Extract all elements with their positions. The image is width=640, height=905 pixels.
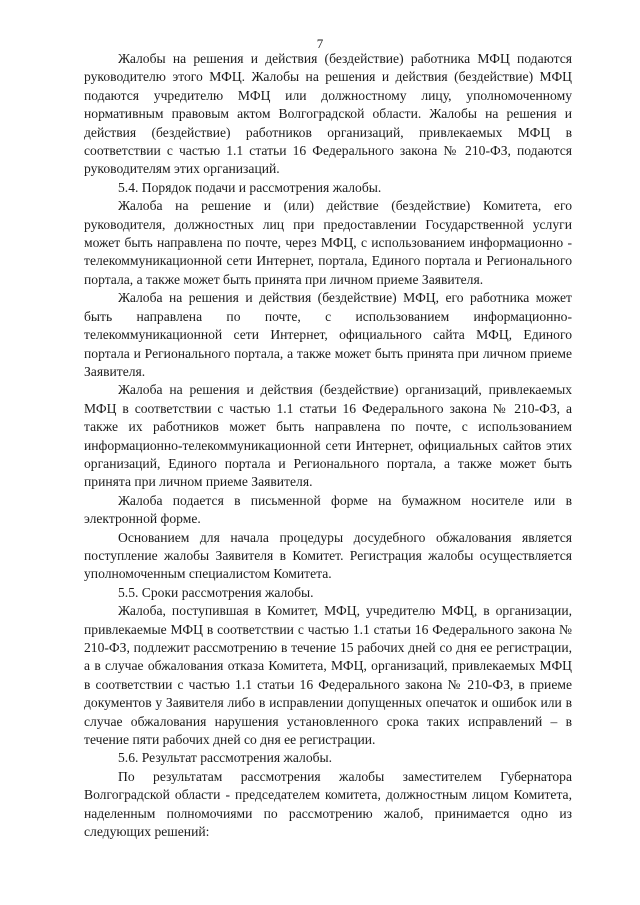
heading-5-4: 5.4. Порядок подачи и рассмотрения жалобы. (118, 179, 382, 195)
page-number: 7 (316, 36, 324, 51)
paragraph-complaint-form: Жалоба подается в письменной форме на бумажном носителе или в электронной форме. (84, 492, 572, 527)
heading-5-5: 5.5. Сроки рассмотрения жалобы. (118, 584, 314, 600)
paragraph-committee-complaint: Жалоба на решение и (или) действие (бездействие) Комитета, его руководителя, должностных лиц при предоставлении Государственной услуги может быть направлена по почте, через МФЦ, с использованием информационно - телекоммуникационной сети Интернет, портала, Единого портала и Регионального портала, а также может быть принята при личном приеме Заявителя. (84, 198, 572, 287)
paragraph-mfc-complaint: Жалоба на решения и действия (бездействие) МФЦ, его работника может быть направлена по почте, с использованием информационно-телекоммуникационной сети Интернет, официального сайта МФЦ, Единого портала и Регионального портала, а также может быть принята при личном приеме Заявителя. (84, 290, 572, 379)
paragraph-review-terms: Жалоба, поступившая в Комитет, МФЦ, учредителю МФЦ, в организации, привлекаемые МФЦ в соответствии с частью 1.1 статьи 16 Федерального закона № 210-ФЗ, подлежит рассмотрению в течение 15 рабочих дней со дня ее регистрации, а в случае обжалования отказа Комитета, МФЦ, организаций, привлекаемых МФЦ в соответствии с частью 1.1 статьи 16 Федерального закона № 210-ФЗ, в приеме документов у Заявителя либо в исправлении допущенных опечаток и ошибок или в случае обжалования нарушения установленного срока таких исправлений – в течение пяти рабочих дней со дня ее регистрации. (84, 603, 572, 748)
paragraph-review-result: По результатам рассмотрения жалобы заместителем Губернатора Волгоградской области - председателем комитета, должностным лицом Комитета, наделенным полномочиями по рассмотрению жалоб, принимается одно из следующих решений: (84, 768, 572, 840)
heading-5-6: 5.6. Результат рассмотрения жалобы. (118, 750, 333, 766)
paragraph-procedure-basis: Основанием для начала процедуры досудебного обжалования является поступление жалобы Заявителя в Комитет. Регистрация жалобы осуществляется уполномоченным специалистом Комитета. (84, 529, 572, 582)
document-body (84, 50, 572, 841)
paragraph-organizations-complaint: Жалоба на решения и действия (бездействие) организаций, привлекаемых МФЦ в соответствии с частью 1.1 статьи 16 Федерального закона № 210-ФЗ, а также их работников может быть направлена по почте, с использованием информационно-телекоммуникационной сети Интернет, официальных сайтов этих организаций, Единого портала и Регионального портала, а также может быть принята при личном приеме Заявителя. (84, 382, 572, 490)
paragraph-complaint-addressees: Жалобы на решения и действия (бездействие) работника МФЦ подаются руководителю этого МФЦ. Жалобы на решения и действия (бездействие) МФЦ подаются учредителю МФЦ или должностному лицу, уполномоченному нормативным правовым актом Волгоградской области. Жалобы на решения и действия (бездействие) работников организаций, привлекаемых МФЦ в соответствии с частью 1.1 статьи 16 Федерального закона № 210-ФЗ, подаются руководителям этих организаций. (84, 51, 572, 177)
